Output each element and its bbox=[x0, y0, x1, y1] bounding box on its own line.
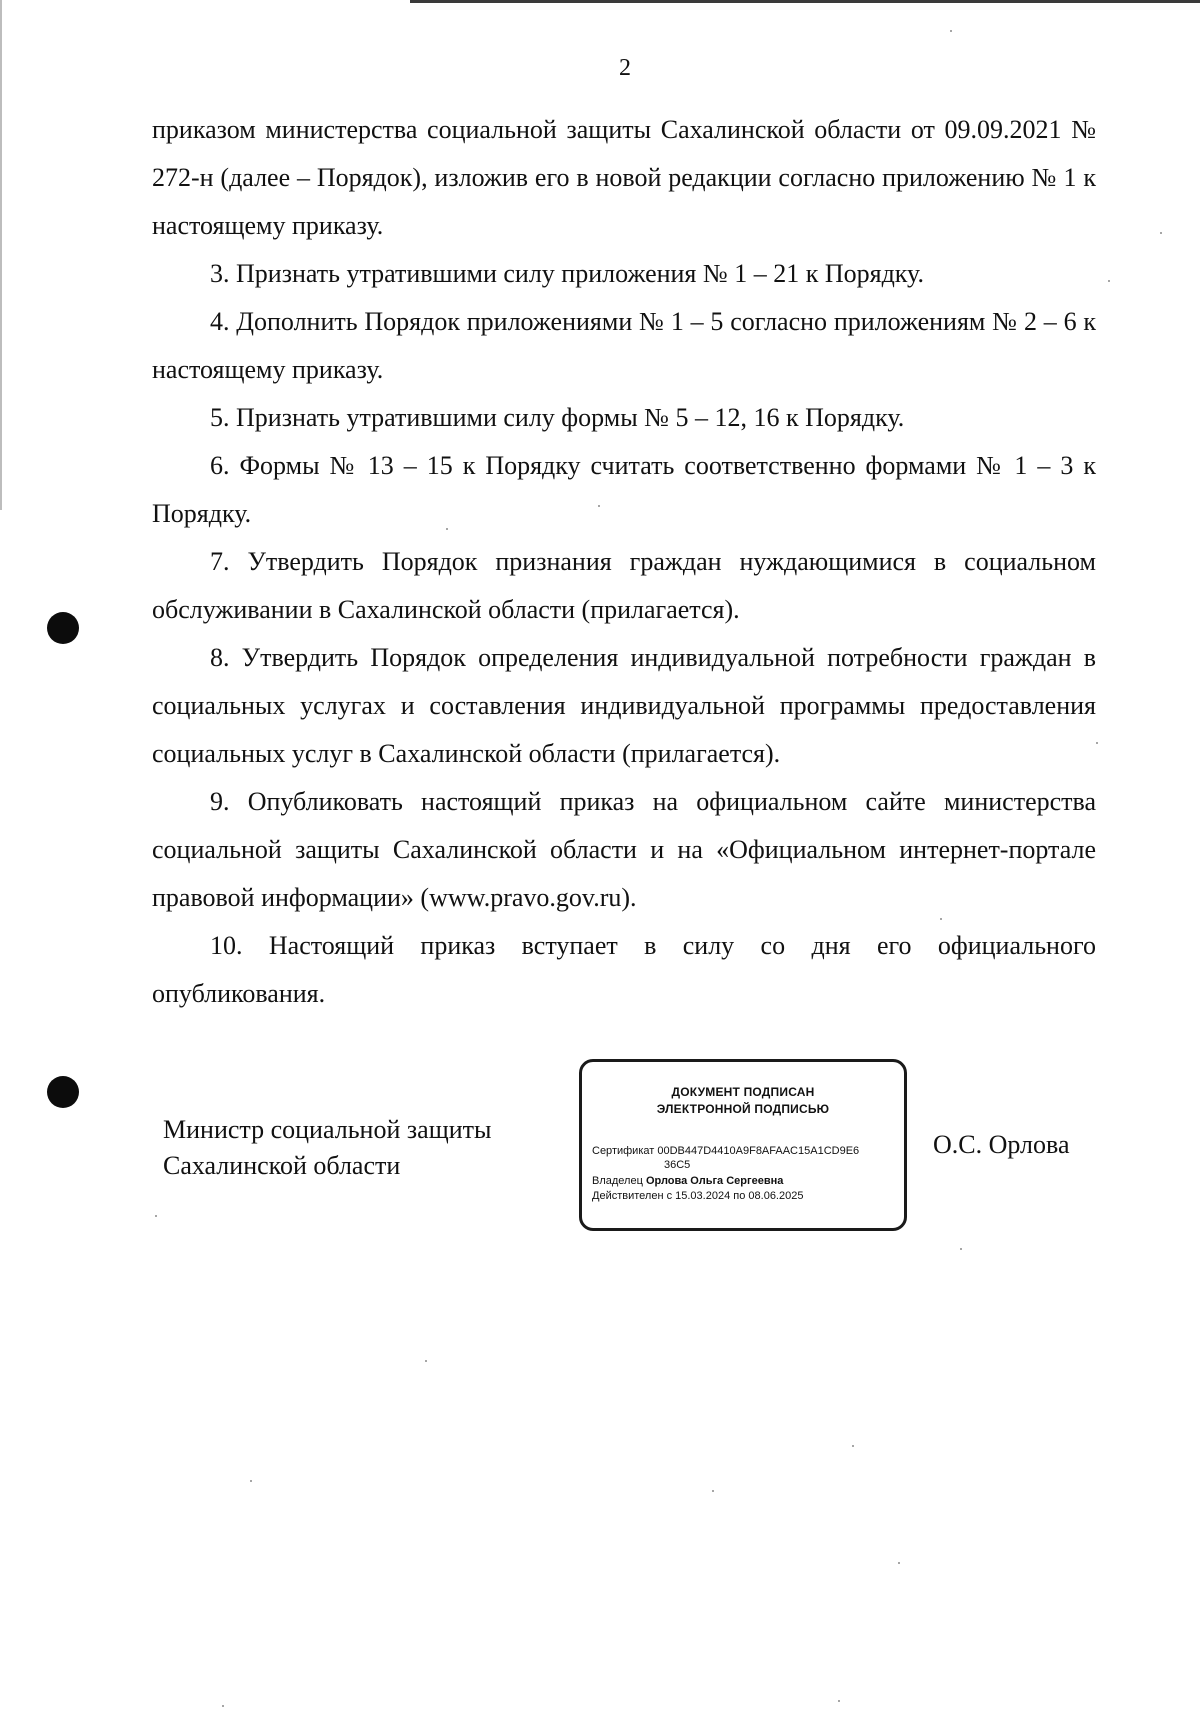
punch-hole-lower bbox=[47, 1076, 79, 1108]
scan-speck bbox=[852, 1445, 854, 1447]
signer-name: О.С. Орлова bbox=[933, 1130, 1070, 1159]
stamp-title-line-2: ЭЛЕКТРОННОЙ ПОДПИСЬЮ bbox=[656, 1102, 830, 1116]
paragraph-item-4: 4. Дополнить Порядок приложениями № 1 – 5 согласно приложениям № 2 – 6 к настоящему приказу. bbox=[152, 307, 1096, 384]
paragraph-item-10: 10. Настоящий приказ вступает в силу со дня его официального опубликования. bbox=[152, 931, 1096, 1008]
paragraph-continuation: приказом министерства социальной защиты Сахалинской области от 09.09.2021 № 272-н (далее – Порядок), изложив его в новой редакции согласно приложению № 1 к настоящему приказу. bbox=[152, 115, 1096, 240]
scan-speck bbox=[898, 1562, 900, 1564]
stamp-validity-label: Действителен с bbox=[592, 1190, 673, 1202]
scan-edge-top bbox=[410, 0, 1200, 3]
scan-speck bbox=[155, 1215, 157, 1217]
stamp-title bbox=[582, 1084, 904, 1118]
scan-speck bbox=[712, 1490, 714, 1492]
scan-speck bbox=[425, 1360, 427, 1362]
stamp-certificate bbox=[592, 1144, 902, 1158]
stamp-title-line-1: ДОКУМЕНТ ПОДПИСАН bbox=[671, 1085, 815, 1099]
stamp-valid-to: 08.06.2025 bbox=[748, 1190, 804, 1202]
stamp-certificate-value: 00DB447D4410A9F8AFAAC15A1CD9E6 bbox=[657, 1145, 860, 1157]
scan-speck bbox=[1160, 232, 1162, 234]
electronic-signature-stamp bbox=[579, 1059, 907, 1231]
scan-speck bbox=[222, 1705, 224, 1707]
paragraph-item-7: 7. Утвердить Порядок признания граждан нуждающимися в социальном обслуживании в Сахалинской области (прилагается). bbox=[152, 547, 1096, 624]
paragraph-item-6: 6. Формы № 13 – 15 к Порядку считать соответственно формами № 1 – 3 к Порядку. bbox=[152, 451, 1096, 528]
stamp-validity bbox=[592, 1189, 902, 1203]
scan-speck bbox=[250, 1480, 252, 1482]
scan-speck bbox=[838, 1700, 840, 1702]
scan-speck bbox=[1108, 280, 1110, 282]
stamp-certificate-value-tail: 36C5 bbox=[664, 1159, 691, 1171]
stamp-owner-label: Владелец bbox=[592, 1175, 643, 1187]
page-number: 2 bbox=[619, 55, 631, 81]
stamp-validity-to-label: по bbox=[733, 1190, 746, 1202]
paragraph-item-3: 3. Признать утратившими силу приложения № 1 – 21 к Порядку. bbox=[210, 259, 924, 288]
scan-speck bbox=[960, 1248, 962, 1250]
stamp-certificate-continued bbox=[664, 1158, 974, 1172]
stamp-valid-from: 15.03.2024 bbox=[675, 1190, 731, 1202]
order-body-text bbox=[152, 106, 1096, 1018]
stamp-owner-value: Орлова Ольга Сергеевна bbox=[645, 1175, 784, 1187]
paragraph-item-5: 5. Признать утратившими силу формы № 5 – 12, 16 к Порядку. bbox=[210, 403, 905, 432]
signer-position-line-1: Министр социальной защиты bbox=[163, 1115, 492, 1144]
stamp-owner bbox=[592, 1174, 902, 1188]
scan-speck bbox=[950, 30, 952, 32]
paragraph-item-9: 9. Опубликовать настоящий приказ на официальном сайте министерства социальной защиты Сахалинской области и на «Официальном интернет-портале правовой информации» (www.pravo.gov.ru). bbox=[152, 787, 1096, 912]
signer-position-line-2: Сахалинской области bbox=[163, 1151, 401, 1180]
paragraph-item-8: 8. Утвердить Порядок определения индивидуальной потребности граждан в социальных услугах и составления индивидуальной программы предоставления социальных услуг в Сахалинской области (прилагается). bbox=[152, 643, 1096, 768]
stamp-certificate-label: Сертификат bbox=[592, 1145, 655, 1157]
scan-speck bbox=[1096, 742, 1098, 744]
punch-hole-upper bbox=[47, 612, 79, 644]
signer-position bbox=[163, 1112, 491, 1184]
